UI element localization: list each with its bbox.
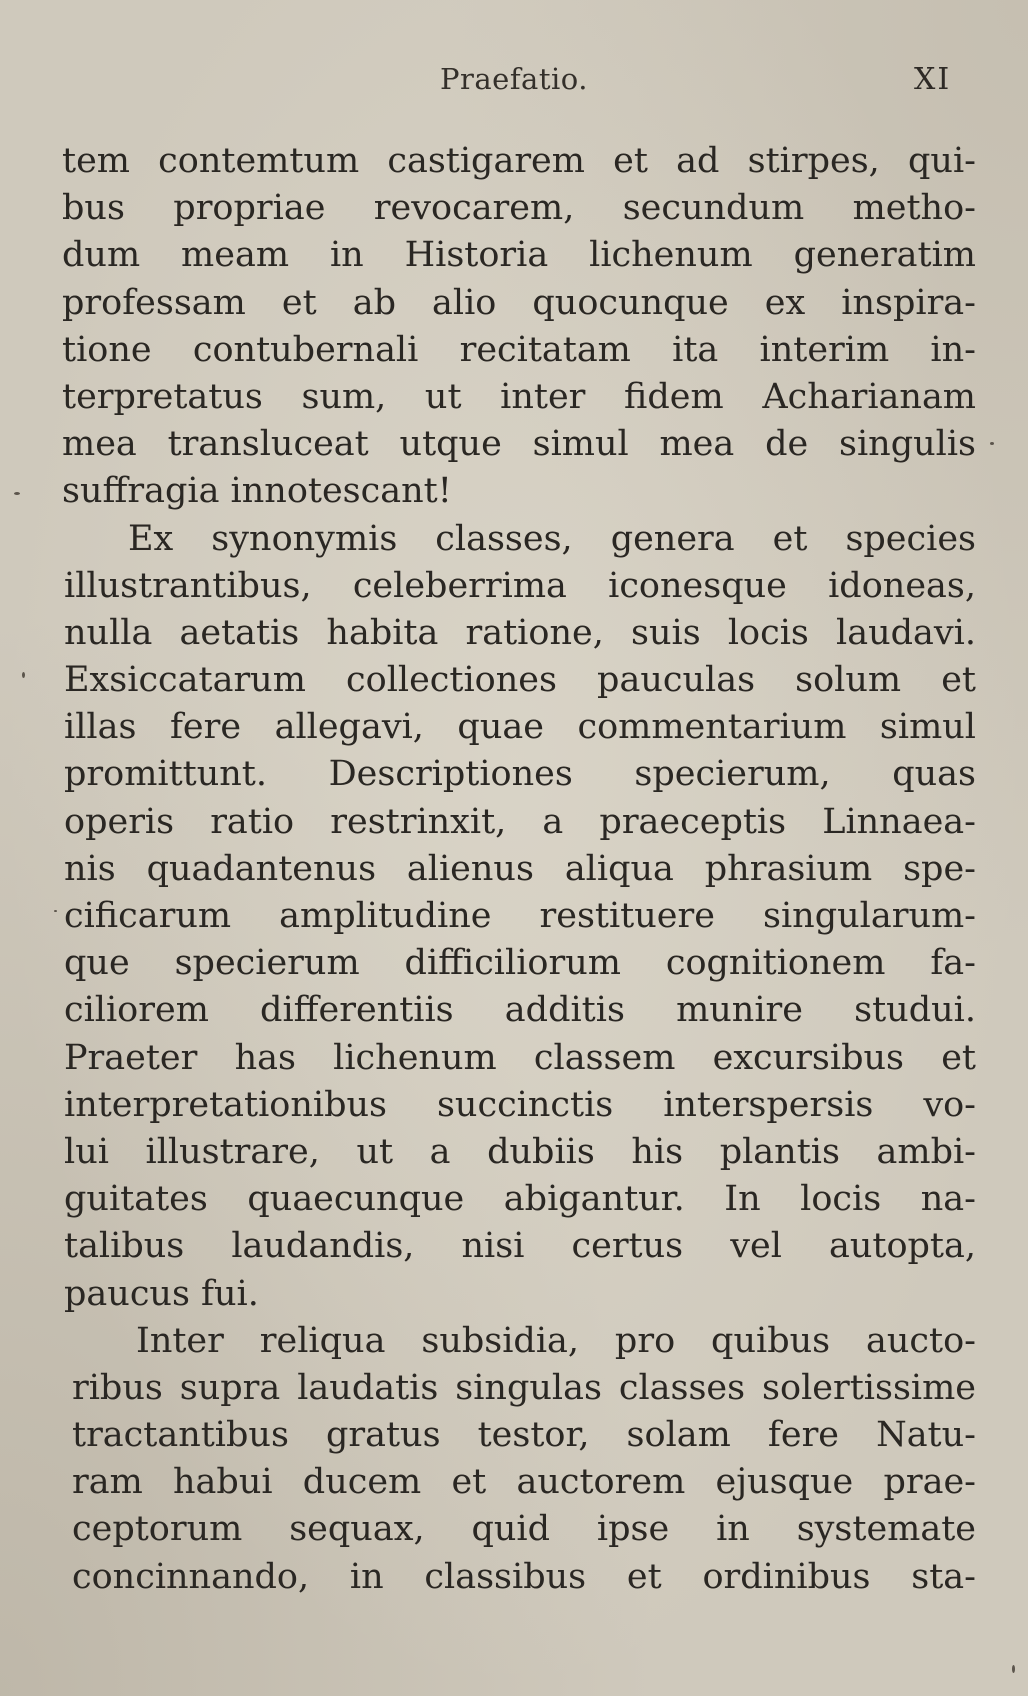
running-title: Praefatio. [440, 62, 588, 96]
text-line: guitates quaecunque abigantur. In locis na- [64, 1179, 976, 1220]
paragraph-3 [72, 1318, 976, 1601]
text-line: dum meam in Historia lichenum generatim [62, 235, 976, 276]
text-line: ram habui ducem et auctorem ejusque prae- [72, 1462, 976, 1503]
text-line: ciliorem differentiis additis munire studui. [64, 990, 976, 1031]
page-header [0, 62, 1028, 102]
body-text [62, 138, 976, 1601]
paper-speck [990, 442, 994, 445]
text-line: professam et ab alio quocunque ex inspira- [62, 282, 976, 323]
paper-speck [22, 672, 25, 678]
text-line: promittunt. Descriptiones specierum, quas [64, 754, 976, 795]
text-line: ribus supra laudatis singulas classes solertissime [72, 1367, 976, 1408]
text-line: Ex synonymis classes, genera et species [128, 518, 976, 559]
paper-speck [54, 910, 57, 912]
text-line: Praeter has lichenum classem excursibus et [64, 1037, 976, 1078]
text-line: nis quadantenus alienus aliqua phrasium spe- [64, 848, 976, 889]
text-line: ceptorum sequax, quid ipse in systemate [72, 1509, 976, 1550]
text-line: suffragia innotescant! [62, 471, 452, 512]
paper-speck [1012, 1665, 1015, 1673]
text-line: talibus laudandis, nisi certus vel autopta, [64, 1226, 976, 1267]
text-line: tione contubernali recitatam ita interim in- [62, 329, 976, 370]
text-line: tractantibus gratus testor, solam fere Natu- [72, 1415, 976, 1456]
text-line: lui illustrare, ut a dubiis his plantis ambi- [64, 1131, 976, 1172]
paper-speck [14, 492, 20, 495]
text-line: que specierum difficiliorum cognitionem fa- [64, 943, 976, 984]
text-line: mea transluceat utque simul mea de singulis [62, 424, 976, 465]
text-line: operis ratio restrinxit, a praeceptis Linnaea- [64, 801, 976, 842]
page-number: XI [914, 62, 952, 97]
text-line: cificarum amplitudine restituere singularum- [64, 896, 976, 936]
text-line: paucus fui. [64, 1273, 259, 1314]
text-line: Inter reliqua subsidia, pro quibus aucto- [136, 1320, 976, 1361]
text-line: bus propriae revocarem, secundum metho- [62, 188, 976, 229]
paragraph-1 [62, 138, 976, 516]
text-line: terpretatus sum, ut inter fidem Acharianam [62, 376, 976, 417]
text-line: illustrantibus, celeberrima iconesque idoneas, [64, 565, 976, 606]
text-line: concinnando, in classibus et ordinibus sta- [72, 1556, 976, 1597]
paragraph-2 [64, 516, 976, 1318]
text-line: illas fere allegavi, quae commentarium simul [64, 707, 976, 748]
text-line: interpretationibus succinctis interspersis vo- [64, 1084, 976, 1125]
text-line: Exsiccatarum collectiones pauculas solum et [64, 660, 976, 701]
text-line: tem contemtum castigarem et ad stirpes, qui- [62, 141, 976, 181]
text-line: nulla aetatis habita ratione, suis locis laudavi. [64, 612, 976, 653]
